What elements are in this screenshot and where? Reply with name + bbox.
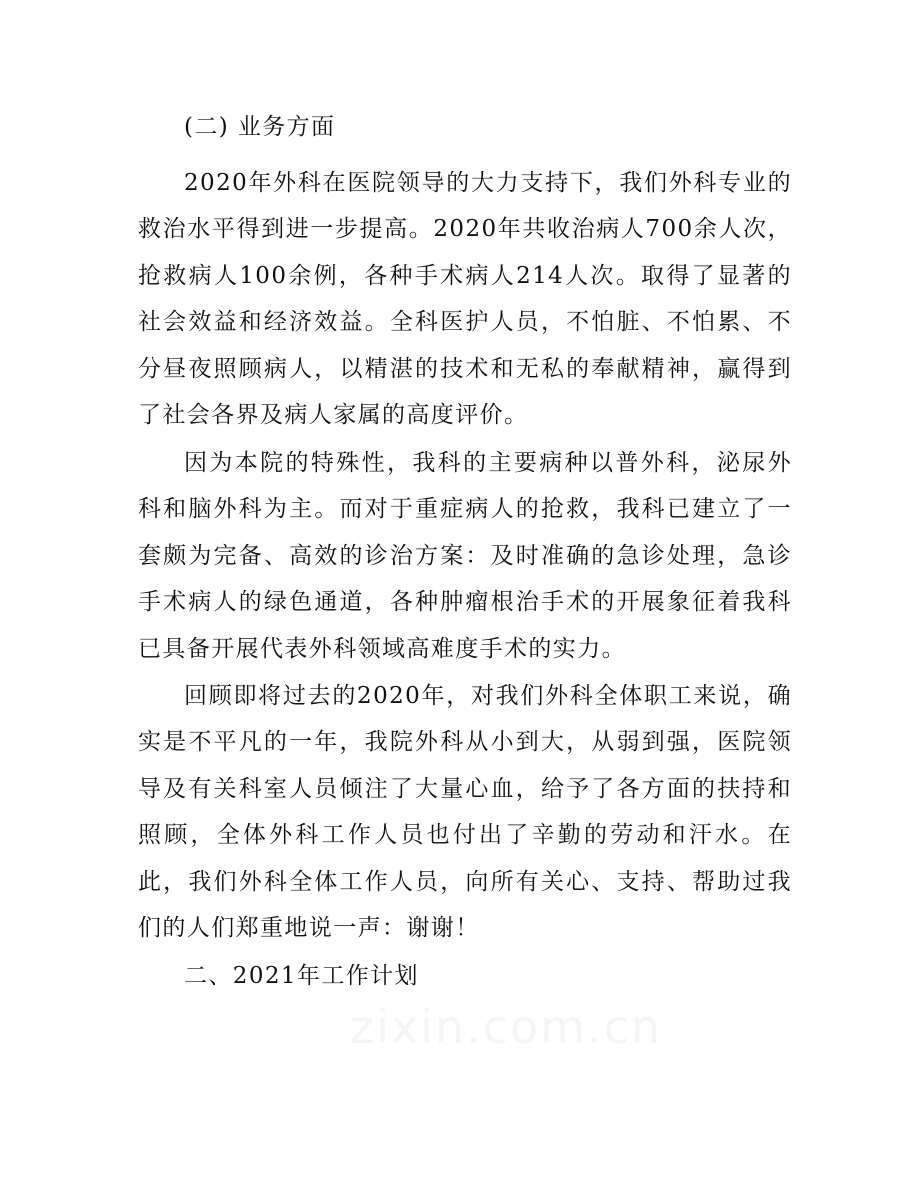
paragraph-gratitude: 回顾即将过去的2020年，对我们外科全体职工来说，确实是不平凡的一年，我院外科从小到大，从弱到强，医院领导及有关科室人员倾注了大量心血，给予了各方面的扶持和照顾，全体外科工作人员也付出了辛勤的劳动和汗水。在此，我们外科全体工作人员，向所有关心、支持、帮助过我们的人们郑重地说一声：谢谢！ <box>138 683 792 942</box>
paragraph-surgery-achievements: 2020年外科在医院领导的大力支持下，我们外科专业的救治水平得到进一步提高。2020年共收治病人700余人次，抢救病人100余例，各种手术病人214人次。取得了显著的社会效益和经济效益。全科医护人员，不怕脏、不怕累、不分昼夜照顾病人，以精湛的技术和无私的奉献精神，赢得到了社会各界及病人家属的高度评价。 <box>138 170 792 429</box>
paragraph-specialties: 因为本院的特殊性，我科的主要病种以普外科，泌尿外科和脑外科为主。而对于重症病人的抢救，我科已建立了一套颇为完备、高效的诊治方案：及时准确的急诊处理，急诊手术病人的绿色通道，各种肿瘤根治手术的开展象征着我科已具备开展代表外科领域高难度手术的实力。 <box>138 450 792 662</box>
section-heading-plan: 二、2021年工作计划 <box>184 963 419 989</box>
watermark: zixin.com.cn <box>350 1000 663 1054</box>
section-heading-business: (二) 业务方面 <box>184 114 336 140</box>
